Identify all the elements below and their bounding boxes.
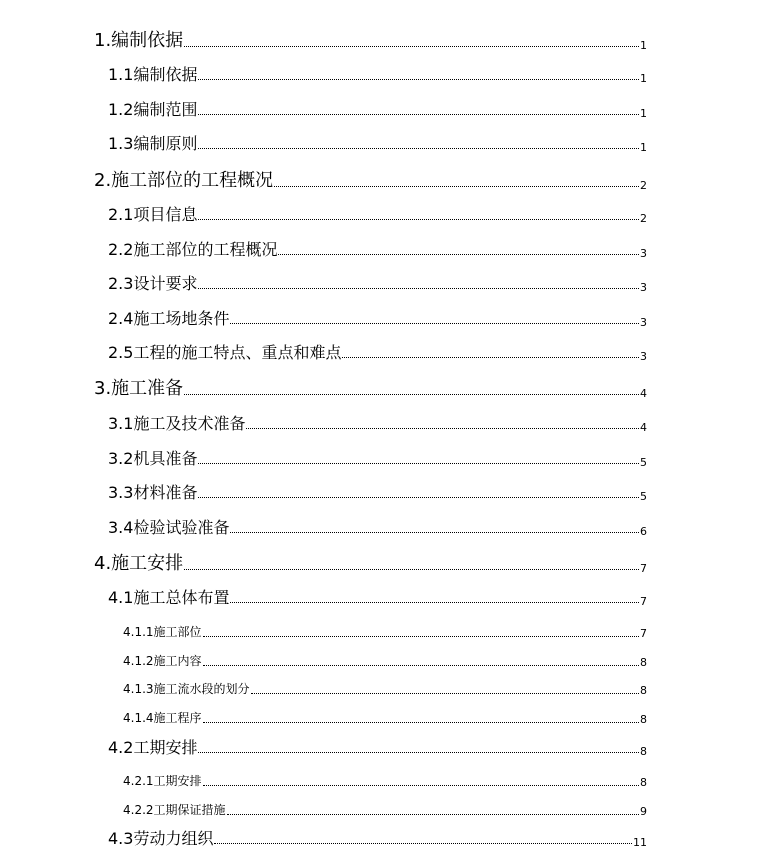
dot-leader (203, 722, 639, 723)
toc-entry[interactable] (108, 240, 647, 260)
toc-page-number: 3 (640, 316, 647, 329)
dot-leader (246, 428, 639, 429)
toc-entry-title: 3.2机具准备 (108, 449, 198, 468)
dot-leader (198, 114, 639, 115)
toc-entry-title: 3.1施工及技术准备 (108, 414, 246, 433)
dot-leader (342, 357, 639, 358)
toc-entry[interactable] (108, 65, 647, 85)
toc-entry[interactable] (94, 553, 647, 575)
toc-entry-title: 2.2施工部位的工程概况 (108, 240, 278, 259)
toc-entry[interactable] (123, 802, 647, 818)
toc-entry[interactable] (108, 205, 647, 225)
toc-entry-title: 4.1施工总体布置 (108, 588, 230, 607)
toc-page-number: 9 (640, 805, 647, 818)
dot-leader (198, 463, 639, 464)
dot-leader (184, 46, 639, 47)
toc-page-number: 3 (640, 281, 647, 294)
toc-entry-title: 4.2.2工期保证措施 (123, 803, 226, 817)
toc-entry-title: 4.1.2施工内容 (123, 654, 202, 668)
toc-entry-title: 4.3劳动力组织 (108, 829, 214, 848)
toc-page-number: 1 (640, 141, 647, 154)
toc-page-number: 8 (640, 713, 647, 726)
dot-leader (203, 665, 639, 666)
toc-page-number: 8 (640, 745, 647, 758)
toc-page-number: 7 (640, 627, 647, 640)
dot-leader (184, 394, 639, 395)
toc-entry[interactable] (123, 681, 647, 697)
toc-entry-title: 4.2工期安排 (108, 738, 198, 757)
dot-leader (274, 186, 639, 187)
toc-entry[interactable] (108, 343, 647, 363)
toc-page-number: 3 (640, 247, 647, 260)
toc-entry-title: 3.施工准备 (94, 378, 184, 399)
toc-page-number: 8 (640, 776, 647, 789)
dot-leader (198, 148, 639, 149)
dot-leader (230, 602, 639, 603)
toc-entry-title: 1.编制依据 (94, 30, 184, 51)
toc-entry-title: 2.1项目信息 (108, 205, 198, 224)
toc-entry[interactable] (108, 829, 647, 849)
toc-entry-title: 1.1编制依据 (108, 65, 198, 84)
toc-entry-title: 2.4施工场地条件 (108, 309, 230, 328)
toc-entry-title: 4.1.1施工部位 (123, 625, 202, 639)
dot-leader (278, 254, 639, 255)
toc-page-number: 6 (640, 525, 647, 538)
dot-leader (198, 288, 639, 289)
toc-page-number: 4 (640, 421, 647, 434)
toc-entry[interactable] (108, 738, 647, 758)
dot-leader (198, 497, 639, 498)
toc-entry[interactable] (94, 378, 647, 400)
toc-entry-title: 1.3编制原则 (108, 134, 198, 153)
toc-page-number: 7 (640, 595, 647, 608)
toc-page-number: 5 (640, 456, 647, 469)
toc-entry[interactable] (94, 30, 647, 52)
toc-entry-title: 3.3材料准备 (108, 483, 198, 502)
dot-leader (251, 693, 639, 694)
toc-entry-title: 4.2.1工期安排 (123, 774, 202, 788)
toc-page-number: 1 (640, 39, 647, 52)
toc-entry[interactable] (108, 588, 647, 608)
toc-entry[interactable] (108, 449, 647, 469)
toc-page-number: 1 (640, 72, 647, 85)
toc-page-number: 8 (640, 684, 647, 697)
dot-leader (214, 843, 632, 844)
toc-entry-title: 4.1.3施工流水段的划分 (123, 682, 250, 696)
toc-page-number: 8 (640, 656, 647, 669)
toc-entry-title: 2.5工程的施工特点、重点和难点 (108, 343, 342, 362)
toc-page-number: 3 (640, 350, 647, 363)
toc-page-number: 2 (640, 212, 647, 225)
dot-leader (198, 219, 639, 220)
toc-entry[interactable] (108, 274, 647, 294)
toc-entry-title: 2.3设计要求 (108, 274, 198, 293)
toc-entry[interactable] (123, 624, 647, 640)
toc-entry[interactable] (108, 309, 647, 329)
dot-leader (227, 814, 639, 815)
dot-leader (230, 323, 639, 324)
toc-page-number: 1 (640, 107, 647, 120)
toc-entry[interactable] (108, 518, 647, 538)
dot-leader (203, 636, 639, 637)
dot-leader (184, 569, 639, 570)
toc-entry-title: 2.施工部位的工程概况 (94, 170, 274, 191)
toc-page-number: 11 (633, 836, 647, 849)
dot-leader (198, 79, 639, 80)
toc-page-number: 5 (640, 490, 647, 503)
dot-leader (230, 532, 639, 533)
toc-entry[interactable] (108, 100, 647, 120)
dot-leader (203, 785, 639, 786)
toc-entry-title: 3.4检验试验准备 (108, 518, 230, 537)
toc-page-number: 4 (640, 387, 647, 400)
toc-entry-title: 4.施工安排 (94, 553, 184, 574)
toc-entry[interactable] (123, 710, 647, 726)
toc-entry[interactable] (123, 653, 647, 669)
toc-entry[interactable] (94, 170, 647, 192)
toc-entry[interactable] (123, 773, 647, 789)
toc-page-number: 7 (640, 562, 647, 575)
dot-leader (198, 752, 639, 753)
toc-entry-title: 4.1.4施工程序 (123, 711, 202, 725)
toc-page-number: 2 (640, 179, 647, 192)
toc-entry[interactable] (108, 483, 647, 503)
toc-entry-title: 1.2编制范围 (108, 100, 198, 119)
toc-entry[interactable] (108, 414, 647, 434)
toc-entry[interactable] (108, 134, 647, 154)
